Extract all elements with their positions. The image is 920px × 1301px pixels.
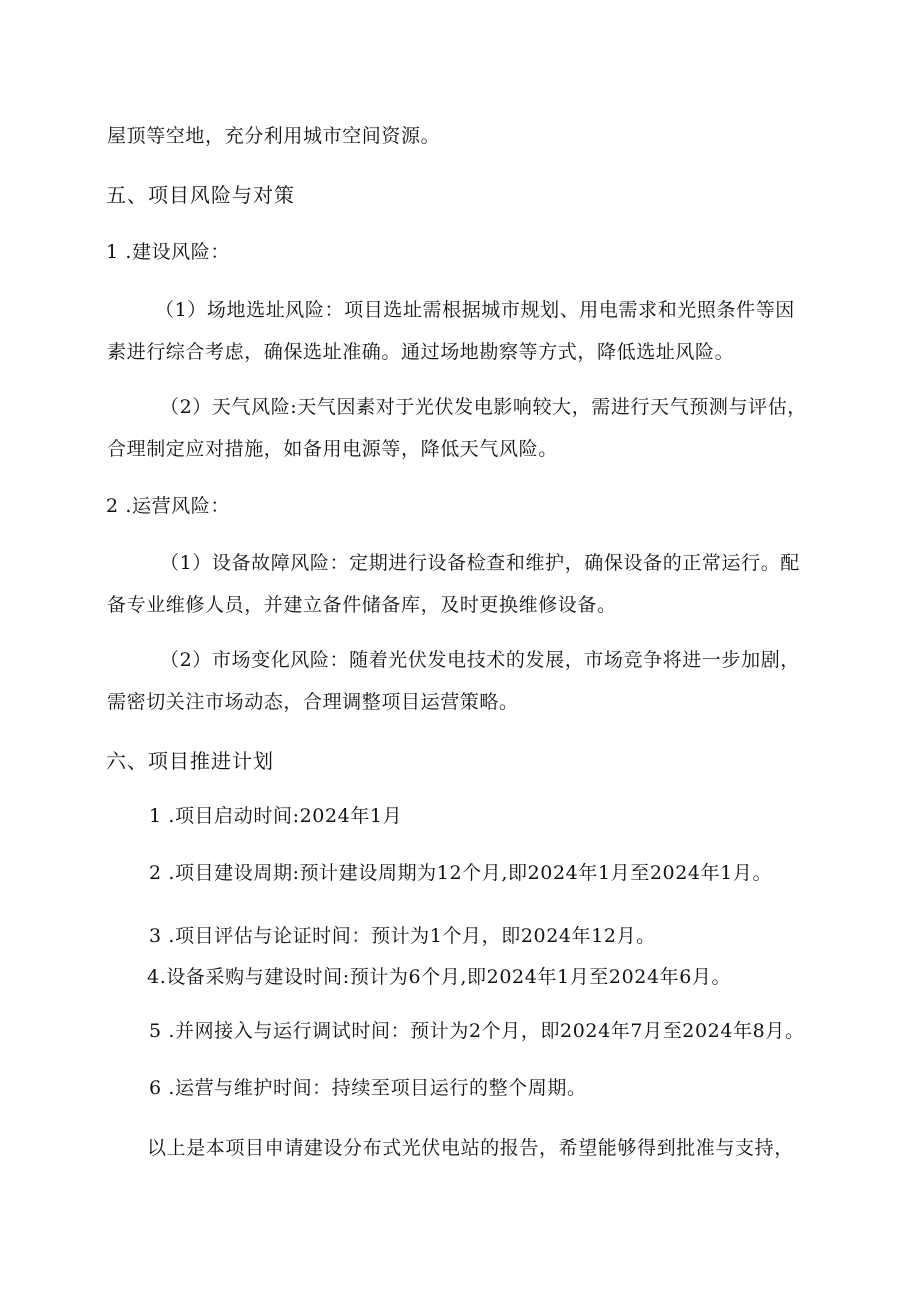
plan-item-4: 4.设备采购与建设时间:预计为6个月,即2024年1月至2024年6月。 [147, 966, 732, 988]
weather-risk-line-2: 合理制定应对措施，如备用电源等，降低天气风险。 [107, 438, 558, 460]
market-change-risk-line-2: 需密切关注市场动态，合理调整项目运营策略。 [107, 691, 519, 713]
market-change-risk-line-1: （2）市场变化风险：随着光伏发电技术的发展，市场竞争将进一步加剧， [160, 649, 800, 671]
equipment-failure-risk-line-1: （1）设备故障风险：定期进行设备检查和维护，确保设备的正常运行。配 [160, 552, 800, 574]
paragraph-intro-tail: 屋顶等空地，充分利用城市空间资源。 [107, 125, 441, 147]
weather-risk-line-1: （2）天气风险:天气因素对于光伏发电影响较大，需进行天气预测与评估， [160, 396, 807, 418]
site-selection-risk-line-2: 素进行综合考虑，确保选址准确。通过场地勘察等方式，降低选址风险。 [107, 341, 735, 363]
equipment-failure-risk-line-2: 备专业维修人员，并建立备件储备库，及时更换维修设备。 [107, 594, 617, 616]
subsection-construction-risk-title: 1 .建设风险： [106, 241, 230, 263]
site-selection-risk-line-1: （1）场地选址风险：项目选址需根据城市规划、用电需求和光照条件等因 [155, 299, 795, 321]
plan-item-3: 3 .项目评估与论证时间：预计为1个月，即2024年12月。 [149, 925, 656, 947]
plan-item-6: 6 .运营与维护时间：持续至项目运行的整个周期。 [149, 1077, 587, 1099]
closing-paragraph: 以上是本项目申请建设分布式光伏电站的报告，希望能够得到批准与支持， [147, 1137, 794, 1159]
plan-item-2: 2 .项目建设周期:预计建设周期为12个月,即2024年1月至2024年1月。 [149, 862, 773, 884]
section-five-heading: 五、项目风险与对策 [106, 183, 295, 207]
plan-item-5: 5 .并网接入与运行调试时间：预计为2个月，即2024年7月至2024年8月。 [149, 1020, 805, 1042]
subsection-operation-risk-title: 2 .运营风险： [106, 495, 230, 517]
section-six-heading: 六、项目推进计划 [106, 749, 274, 773]
plan-item-1: 1 .项目启动时间:2024年1月 [149, 805, 403, 827]
